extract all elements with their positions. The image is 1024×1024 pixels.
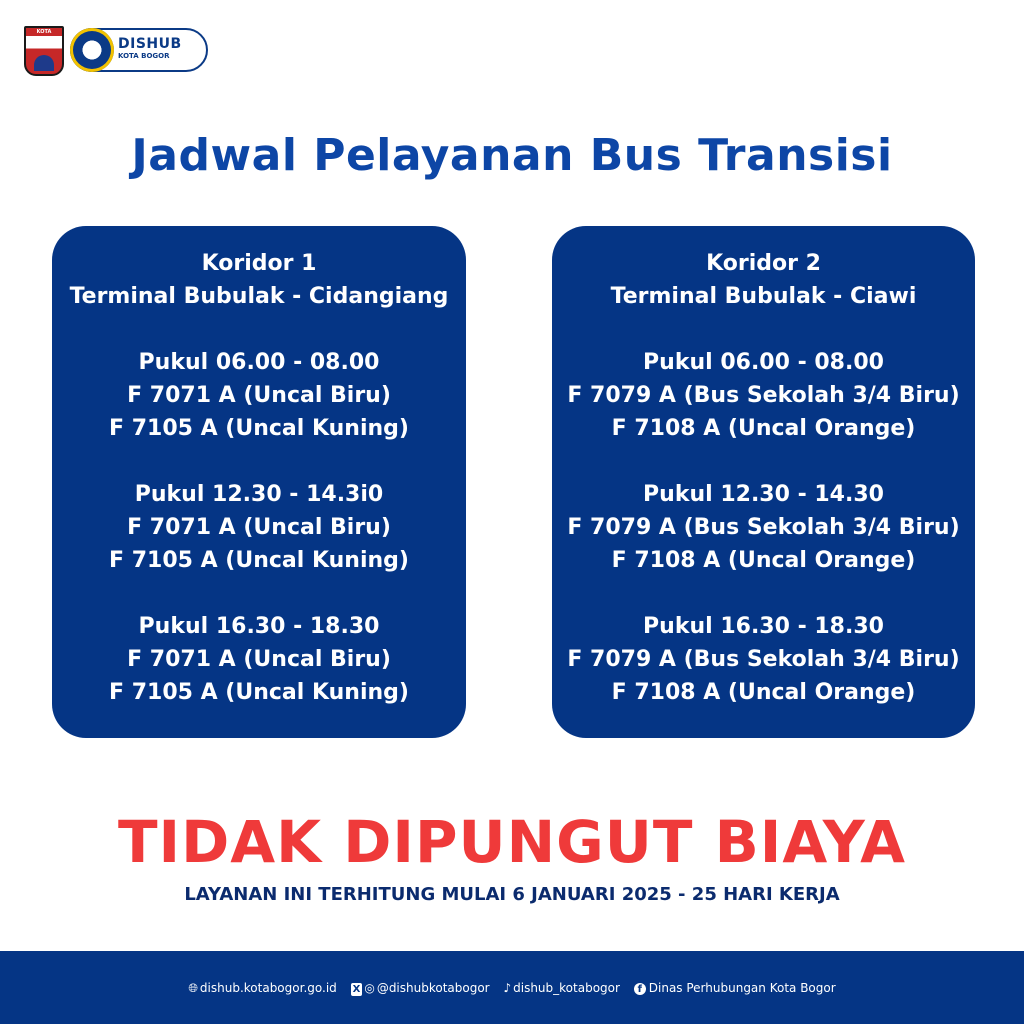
bus-entry: F 7071 A (Uncal Biru): [127, 515, 391, 540]
x-instagram-handle: @dishubkotabogor: [376, 980, 490, 995]
tiktok-handle: dishub_kotabogor: [513, 980, 620, 995]
logo-group: [24, 26, 194, 78]
bus-entry: F 7079 A (Bus Sekolah 3/4 Biru): [567, 383, 960, 408]
bus-entry: F 7079 A (Bus Sekolah 3/4 Biru): [567, 515, 960, 540]
city-emblem-text: KOTA BOGOR: [26, 28, 62, 36]
free-service-notice: TIDAK DIPUNGUT BIAYA: [117, 808, 907, 876]
schedule-slot: [552, 478, 975, 577]
corridor-2-card: [552, 226, 975, 738]
bus-entry: F 7108 A (Uncal Orange): [611, 416, 916, 441]
facebook-name: Dinas Perhubungan Kota Bogor: [648, 980, 836, 995]
facebook-icon: f: [634, 983, 646, 995]
corridor-name: Koridor 1: [201, 251, 317, 276]
schedule-slot: [52, 346, 466, 445]
website-text: dishub.kotabogor.go.id: [199, 980, 337, 995]
corridor-1-card: [52, 226, 466, 738]
agency-subname: KOTA BOGOR: [118, 52, 170, 60]
bus-entry: F 7108 A (Uncal Orange): [611, 680, 916, 705]
globe-icon: 🌐︎: [188, 980, 198, 995]
city-emblem-logo: [24, 26, 64, 76]
slot-time: Pukul 12.30 - 14.30: [643, 482, 884, 507]
bus-entry: F 7071 A (Uncal Biru): [127, 383, 391, 408]
instagram-icon: ◎: [364, 980, 375, 995]
footer: [0, 951, 1024, 1024]
tiktok-icon: ♪: [503, 980, 512, 995]
slot-time: Pukul 16.30 - 18.30: [643, 614, 884, 639]
bus-entry: F 7105 A (Uncal Kuning): [109, 680, 409, 705]
service-period-note: LAYANAN INI TERHITUNG MULAI 6 JANUARI 2025 - 25 HARI KERJA: [184, 884, 840, 905]
corridor-name: Koridor 2: [706, 251, 821, 276]
schedule-slot: [552, 610, 975, 709]
agency-name: DISHUB: [118, 36, 182, 52]
slot-time: Pukul 06.00 - 08.00: [643, 350, 884, 375]
website-link[interactable]: [188, 978, 336, 998]
slot-time: Pukul 16.30 - 18.30: [138, 614, 380, 639]
schedule-slot: [52, 610, 466, 709]
dishub-logo: [70, 28, 208, 72]
bus-entry: F 7108 A (Uncal Orange): [611, 548, 916, 573]
schedule-slot: [52, 478, 466, 577]
x-instagram-link[interactable]: [351, 978, 490, 998]
slot-time: Pukul 06.00 - 08.00: [138, 350, 380, 375]
facebook-link[interactable]: [634, 978, 836, 998]
bus-entry: F 7105 A (Uncal Kuning): [109, 548, 409, 573]
social-links: [0, 977, 1024, 998]
corridor-route: Terminal Bubulak - Cidangiang: [69, 284, 449, 309]
bus-entry: F 7105 A (Uncal Kuning): [109, 416, 409, 441]
tiktok-link[interactable]: [503, 978, 619, 998]
corridor-route: Terminal Bubulak - Ciawi: [610, 284, 917, 309]
bus-entry: F 7079 A (Bus Sekolah 3/4 Biru): [567, 647, 960, 672]
schedule-slot: [552, 346, 975, 445]
page-title: Jadwal Pelayanan Bus Transisi: [131, 130, 893, 181]
globe-icon: [70, 28, 114, 72]
city-emblem-shape: [34, 55, 54, 71]
bus-entry: F 7071 A (Uncal Biru): [127, 647, 391, 672]
x-icon: X: [352, 983, 361, 995]
slot-time: Pukul 12.30 - 14.3i0: [134, 482, 384, 507]
